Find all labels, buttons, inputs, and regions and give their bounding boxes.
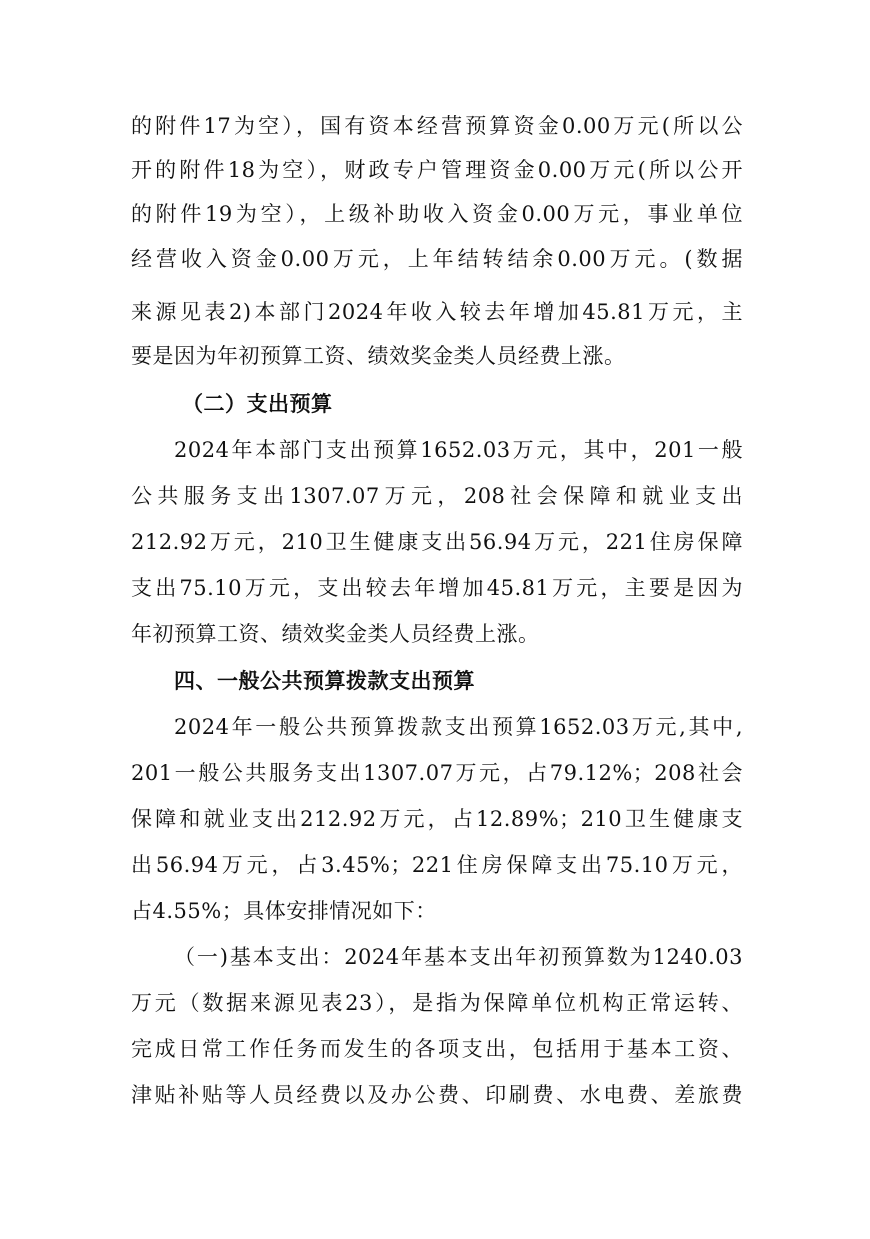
text-line: 经营收入资金0.00万元，上年结转结余0.00万元。(数据 [131,247,743,271]
text-line: 支出75.10万元，支出较去年增加45.81万元，主要是因为 [131,576,743,600]
text-line: 的附件19为空），上级补助收入资金0.00万元，事业单位 [131,202,743,226]
text-line: 212.92万元，210卫生健康支出56.94万元，221住房保障 [131,530,743,554]
text-line: （一)基本支出：2024年基本支出年初预算数为1240.03 [174,945,743,969]
text-line: 公共服务支出1307.07万元，208社会保障和就业支出 [131,484,743,508]
text-line: 2024年一般公共预算拨款支出预算1652.03万元,其中, [174,715,743,739]
section-heading-general-budget: 四、一般公共预算拨款支出预算 [174,669,475,693]
text-line: 保障和就业支出212.92万元，占12.89%；210卫生健康支 [131,807,743,831]
text-line: 的附件17为空），国有资本经营预算资金0.00万元(所以公 [131,114,743,138]
text-line: 来源见表2)本部门2024年收入较去年增加45.81万元，主 [131,300,743,324]
text-line: 出56.94万元，占3.45%；221住房保障支出75.10万元， [131,853,743,877]
text-line: 占4.55%；具体安排情况如下： [131,899,437,923]
text-line: 年初预算工资、绩效奖金类人员经费上涨。 [131,622,540,646]
text-line: 要是因为年初预算工资、绩效奖金类人员经费上涨。 [131,344,626,368]
section-heading-expenditure-budget: （二）支出预算 [182,392,333,416]
text-line: 开的附件18为空），财政专户管理资金0.00万元(所以公开 [131,158,743,182]
text-line: 万元（数据来源见表23），是指为保障单位机构正常运转、 [131,991,743,1015]
text-line: 2024年本部门支出预算1652.03万元，其中，201一般 [174,438,743,462]
text-line: 津贴补贴等人员经费以及办公费、印刷费、水电费、差旅费 [131,1083,743,1107]
text-line: 完成日常工作任务而发生的各项支出，包括用于基本工资、 [131,1037,743,1061]
text-line: 201一般公共服务支出1307.07万元，占79.12%；208社会 [131,761,743,785]
